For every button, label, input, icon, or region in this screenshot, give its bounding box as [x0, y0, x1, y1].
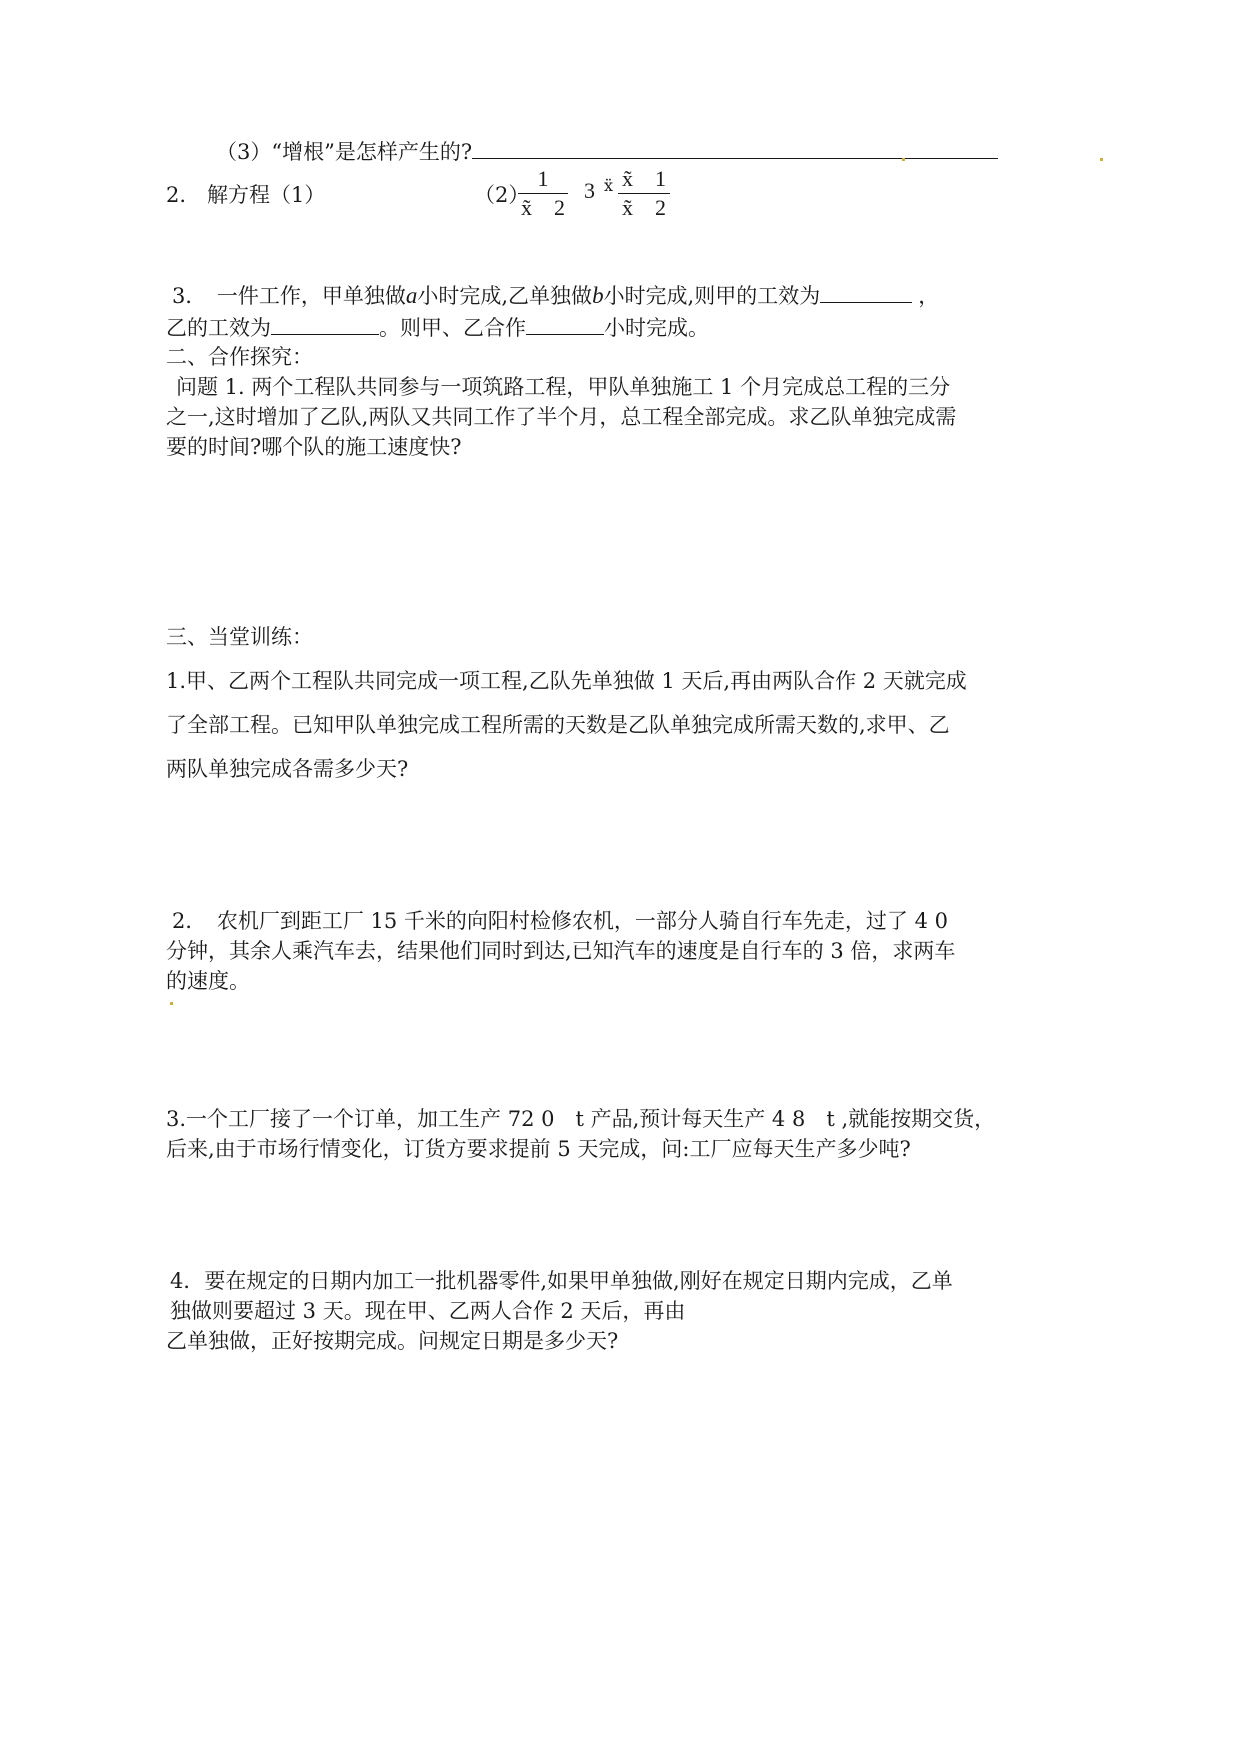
- exercise-1-line-2: 了全部工程。已知甲队单独完成工程所需的天数是乙队单独完成所需天数的,求甲、乙: [166, 713, 950, 737]
- q3-comma: ，: [918, 284, 940, 308]
- question-1-3-text: （3）“增根”是怎样产生的?: [216, 140, 473, 164]
- q3-text-a: 3． 一件工作，甲单独做: [172, 284, 406, 308]
- fraction-1: [518, 166, 568, 221]
- exercise-1-line-1: 1.甲、乙两个工程队共同完成一项工程,乙队先单独做 1 天后,再由两队合作 2 天就完成: [166, 669, 967, 693]
- exercise-3-line-1: 3.一个工厂接了一个订单，加工生产 72 0 t 产品,预计每天生产 4 8 t ,就能按期交货，: [166, 1107, 996, 1131]
- fraction-1-numerator: 1: [537, 166, 549, 191]
- exercise-4-line-1: 4．要在规定的日期内加工一批机器零件,如果甲单独做,刚好在规定日期内完成，乙单: [170, 1269, 953, 1293]
- var-b: b: [592, 283, 604, 308]
- exercise-2-line-3: 的速度。: [166, 969, 250, 993]
- problem-1-line-3: 要的时间?哪个队的施工速度快?: [166, 435, 462, 459]
- question-2-label: 2. 解方程（1）: [166, 183, 326, 207]
- q3-text-e: 。则甲、乙合作: [379, 316, 526, 340]
- operator-symbol: ẍ: [604, 176, 614, 195]
- answer-blank-jia-efficiency[interactable]: [820, 280, 912, 303]
- exercise-2-line-1: 2． 农机厂到距工厂 15 千米的向阳村检修农机，一部分人骑自行车先走，过了 4 0: [172, 909, 949, 933]
- var-a: a: [405, 283, 418, 308]
- answer-blank-1-3[interactable]: [472, 136, 998, 159]
- exercise-1-line-3: 两队单独完成各需多少天?: [166, 757, 409, 781]
- question-3-line-2: [166, 312, 709, 343]
- fraction-2-numerator: x̃ 1: [621, 166, 666, 191]
- exercise-2-line-2: 分钟，其余人乘汽车去，结果他们同时到达,已知汽车的速度是自行车的 3 倍，求两车: [166, 939, 956, 963]
- exercise-4-line-2: 独做则要超过 3 天。现在甲、乙两人合作 2 天后，再由: [170, 1299, 686, 1323]
- scan-mark: [902, 158, 905, 161]
- q3-text-c: 小时完成,则甲的工效为: [603, 284, 821, 308]
- fraction-2-denominator: x̃ 2: [621, 195, 666, 220]
- problem-1-line-1: 问题 1. 两个工程队共同参与一项筑路工程，甲队单独施工 1 个月完成总工程的三分: [176, 375, 951, 399]
- q3-text-d: 乙的工效为: [166, 316, 271, 340]
- q3-text-f: 小时完成。: [604, 316, 709, 340]
- question-3-line-1: [172, 280, 939, 311]
- scan-mark: [170, 1002, 173, 1005]
- fraction-2: [618, 166, 670, 221]
- scan-mark: [1100, 158, 1103, 161]
- answer-blank-together-hours[interactable]: [526, 312, 604, 335]
- q3-text-b: 小时完成,乙单独做: [417, 284, 593, 308]
- exercise-4-line-3: 乙单独做，正好按期完成。问规定日期是多少天?: [166, 1329, 619, 1353]
- exercise-3-line-2: 后来,由于市场行情变化，订货方要求提前 5 天完成，问:工厂应每天生产多少吨?: [166, 1137, 911, 1161]
- question-2-part2: （2）: [474, 183, 530, 207]
- problem-1-line-2: 之一,这时增加了乙队,两队又共同工作了半个月，总工程全部完成。求乙队单独完成需: [166, 405, 957, 429]
- fraction-1-bar: [518, 193, 568, 194]
- fraction-1-denominator: x̃ 2: [520, 195, 565, 220]
- coefficient: 3: [584, 178, 595, 203]
- answer-blank-yi-efficiency[interactable]: [271, 312, 379, 335]
- section-3-title: 三、当堂训练：: [166, 625, 313, 649]
- question-1-3: [216, 136, 998, 167]
- fraction-2-bar: [618, 193, 670, 194]
- section-2-title: 二、合作探究：: [166, 345, 313, 369]
